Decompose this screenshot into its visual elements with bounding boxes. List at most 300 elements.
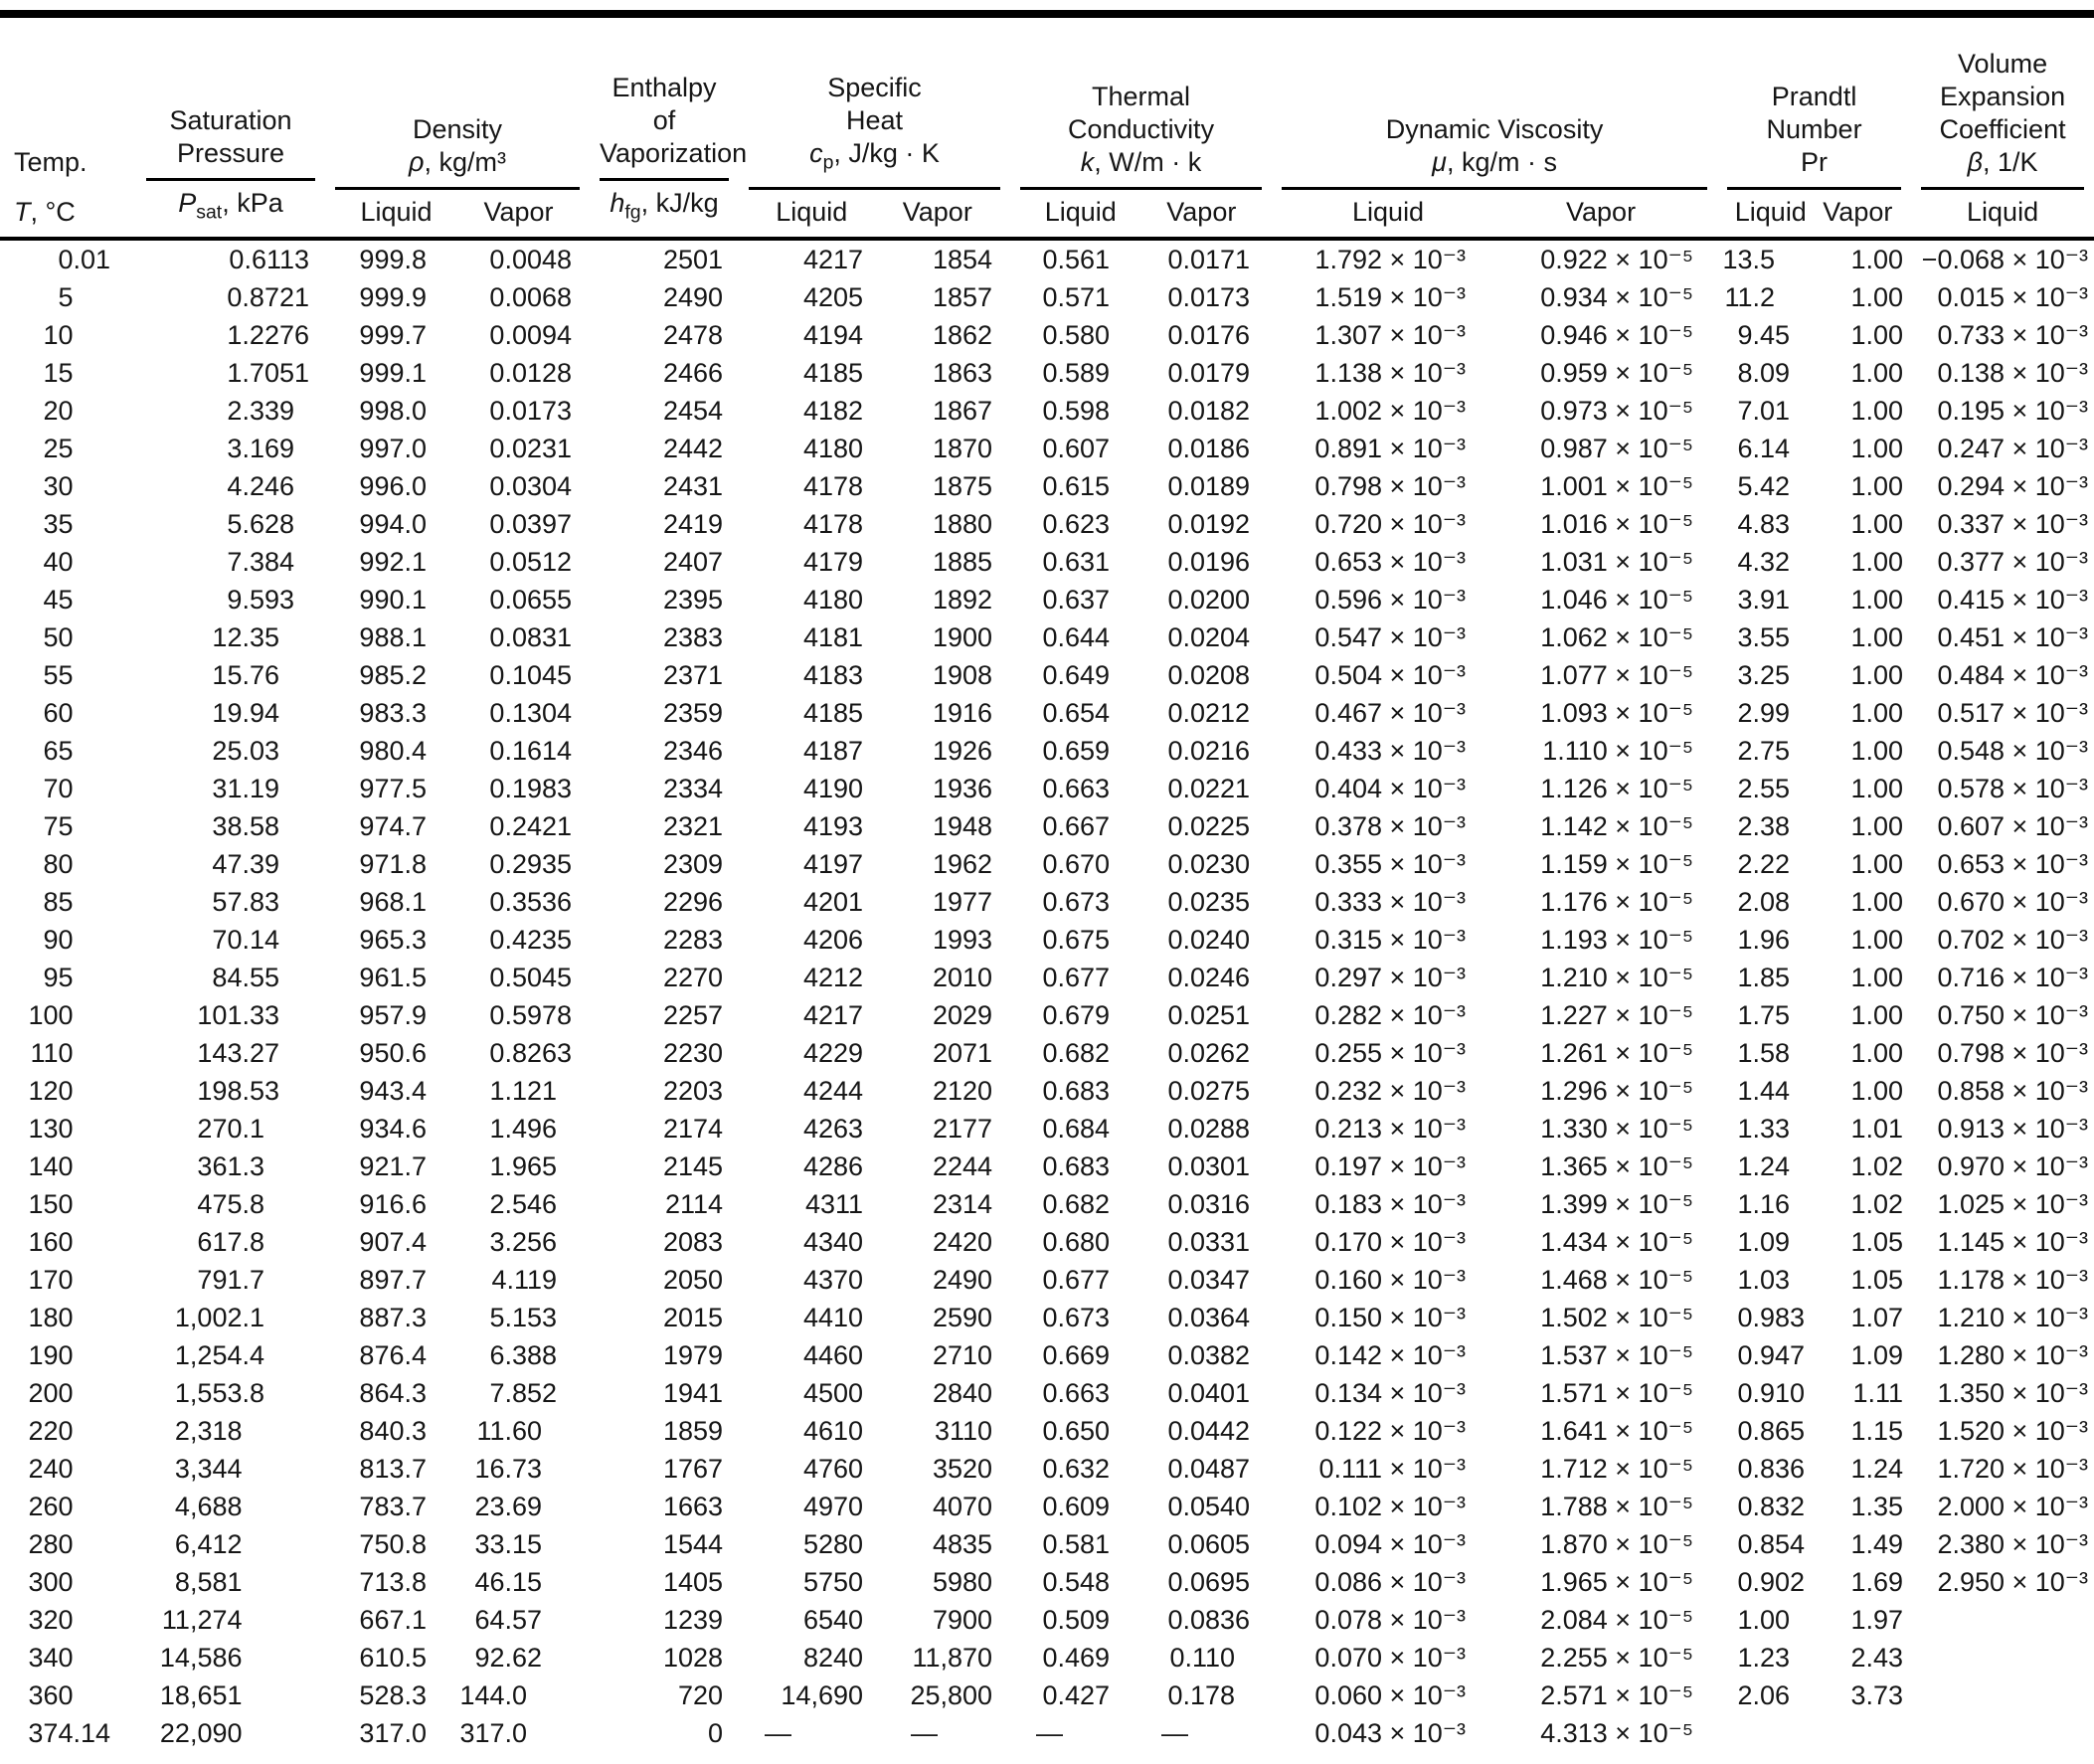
enthalpy-of-vaporization: 2309 [662,849,724,879]
thermal-conductivity-vapor: 0.0540 [1167,1492,1251,1521]
prandtl-vapor: 1.09 [1850,1340,1904,1370]
header-temp-title: Temp. [14,147,87,177]
enthalpy-of-vaporization: 2431 [662,471,724,501]
temp-c: 85 [43,887,74,917]
thermal-conductivity-liquid: 0.607 [1042,434,1111,463]
thermal-conductivity-liquid: 0.682 [1042,1189,1111,1219]
dynamic-viscosity-liquid: 0.404 × 10⁻³ [1314,774,1467,803]
header-underline [1921,187,2084,190]
thermal-conductivity-vapor: 0.0605 [1167,1529,1251,1559]
dynamic-viscosity-vapor: 1.399 × 10⁻⁵ [1540,1189,1694,1219]
temp-c: 45 [43,585,74,615]
dynamic-viscosity-liquid: 0.197 × 10⁻³ [1314,1151,1467,1181]
thermal-conductivity-liquid: 0.680 [1042,1227,1111,1257]
table-row [0,1223,2094,1261]
prandtl-liquid: 3.55 [1737,622,1791,652]
thermal-conductivity-vapor: 0.0196 [1167,547,1251,577]
density-liquid: 713.8 [359,1567,427,1597]
density-vapor: 0.0128 [489,358,573,388]
prandtl-vapor: 1.00 [1850,547,1904,577]
specific-heat-vapor: 2490 [932,1265,993,1295]
dynamic-viscosity-vapor: 1.537 × 10⁻⁵ [1540,1340,1694,1370]
prandtl-vapor: 1.69 [1850,1567,1904,1597]
specific-heat-vapor: 2120 [932,1076,993,1106]
volume-expansion-liquid: 0.195 × 10⁻³ [1937,396,2089,426]
thermal-conductivity-vapor: 0.0216 [1167,736,1251,766]
thermal-conductivity-liquid: 0.669 [1042,1340,1111,1370]
table-row [0,618,2094,656]
dynamic-viscosity-vapor: 0.973 × 10⁻⁵ [1540,396,1694,426]
dynamic-viscosity-vapor: 4.313 × 10⁻⁵ [1540,1718,1694,1748]
prandtl-liquid: 4.83 [1737,509,1791,539]
specific-heat-vapor: 2177 [932,1114,993,1144]
temp-c: 10 [43,320,74,350]
specific-heat-vapor: 1908 [932,660,993,690]
header-density-liquid: Liquid [360,197,433,227]
dynamic-viscosity-liquid: 0.378 × 10⁻³ [1314,811,1467,841]
specific-heat-liquid: 4205 [802,282,864,312]
thermal-conductivity-liquid: 0.427 [1042,1680,1111,1710]
volume-expansion-liquid: 0.294 × 10⁻³ [1937,471,2089,501]
prandtl-vapor: 1.00 [1850,622,1904,652]
thermal-conductivity-vapor: 0.0262 [1167,1038,1251,1068]
dynamic-viscosity-vapor: 1.502 × 10⁻⁵ [1540,1303,1694,1332]
thermal-conductivity-liquid: 0.683 [1042,1151,1111,1181]
volume-expansion-liquid: 0.247 × 10⁻³ [1937,434,2089,463]
temp-c: 65 [43,736,74,766]
header-dynamic-viscosity [1272,18,1717,239]
dynamic-viscosity-liquid: 0.282 × 10⁻³ [1314,1000,1467,1030]
specific-heat-liquid: 4178 [802,471,864,501]
table-row [0,1147,2094,1185]
saturation-pressure-kpa: 12.35 [212,622,279,652]
specific-heat-liquid: 4410 [802,1303,864,1332]
temp-c: 300 [28,1567,74,1597]
density-liquid: 897.7 [359,1265,427,1295]
dynamic-viscosity-vapor: 1.110 × 10⁻⁵ [1542,736,1694,766]
saturation-pressure-kpa: 143.27 [197,1038,279,1068]
volume-expansion-liquid [1911,1639,2094,1676]
enthalpy-of-vaporization: 2454 [662,396,724,426]
density-liquid: 961.5 [359,963,427,992]
thermal-conductivity-liquid: 0.631 [1042,547,1111,577]
thermal-conductivity-liquid: 0.677 [1042,963,1111,992]
density-liquid: 907.4 [359,1227,427,1257]
density-vapor: 92.62 [474,1643,543,1673]
volume-expansion-liquid: 0.750 × 10⁻³ [1937,1000,2089,1030]
dynamic-viscosity-vapor: 1.261 × 10⁻⁵ [1540,1038,1694,1068]
volume-expansion-liquid: 1.350 × 10⁻³ [1937,1378,2089,1408]
density-vapor: 0.1304 [489,698,573,728]
density-vapor: 0.0304 [489,471,573,501]
specific-heat-liquid: 4178 [802,509,864,539]
properties-table [0,18,2094,1752]
header-underline [146,178,315,181]
thermal-conductivity-liquid: 0.675 [1042,925,1111,955]
specific-heat-liquid: 4970 [802,1492,864,1521]
top-rule [0,10,2094,18]
header-density-title: Density ρ, kg/m³ [409,114,506,177]
thermal-conductivity-liquid: 0.670 [1042,849,1111,879]
table-row [0,1412,2094,1450]
dynamic-viscosity-vapor: 1.031 × 10⁻⁵ [1540,547,1694,577]
temp-c: 70 [43,774,74,803]
volume-expansion-liquid: 0.702 × 10⁻³ [1937,925,2089,955]
thermal-conductivity-liquid: 0.673 [1042,1303,1111,1332]
thermal-conductivity-liquid: 0.683 [1042,1076,1111,1106]
dynamic-viscosity-liquid: 0.653 × 10⁻³ [1314,547,1467,577]
table-row [0,1110,2094,1147]
enthalpy-of-vaporization: 2371 [662,660,724,690]
specific-heat-vapor: 2590 [932,1303,993,1332]
prandtl-vapor: 1.00 [1850,1038,1904,1068]
prandtl-vapor [1817,1714,1911,1752]
thermal-conductivity-liquid: 0.654 [1042,698,1111,728]
temp-c: 95 [43,963,74,992]
header-thermal-conductivity-liquid: Liquid [1044,197,1117,227]
specific-heat-vapor: 1862 [932,320,993,350]
specific-heat-vapor: 1854 [932,245,993,274]
enthalpy-of-vaporization: 2321 [662,811,724,841]
density-liquid: 974.7 [359,811,427,841]
enthalpy-of-vaporization: 2466 [662,358,724,388]
header-underline [1020,187,1262,190]
thermal-conductivity-liquid: 0.632 [1042,1454,1111,1484]
temp-c: 130 [28,1114,74,1144]
enthalpy-of-vaporization: 1979 [662,1340,724,1370]
dynamic-viscosity-vapor: 0.922 × 10⁻⁵ [1540,245,1694,274]
density-vapor: 0.1983 [489,774,573,803]
saturation-pressure-kpa: 2.339 [227,396,294,426]
density-vapor: 0.0094 [489,320,573,350]
dynamic-viscosity-vapor: 1.176 × 10⁻⁵ [1540,887,1694,917]
density-vapor: 0.0173 [489,396,573,426]
header-density-vapor: Vapor [483,197,554,227]
table-row [0,543,2094,581]
temp-c: 260 [28,1492,74,1521]
prandtl-liquid: 1.16 [1737,1189,1791,1219]
prandtl-liquid [1717,1714,1817,1752]
prandtl-liquid: 4.32 [1737,547,1791,577]
specific-heat-liquid: 4206 [802,925,864,955]
saturation-pressure-kpa: 70.14 [212,925,279,955]
thermal-conductivity-vapor: 0.0186 [1167,434,1251,463]
table-row [0,1676,2094,1714]
dynamic-viscosity-liquid: 1.138 × 10⁻³ [1314,358,1467,388]
specific-heat-vapor: 25,800 [910,1680,993,1710]
table-row [0,959,2094,996]
saturation-pressure-kpa: 101.33 [197,1000,279,1030]
density-vapor: 0.1045 [489,660,573,690]
dynamic-viscosity-liquid: 1.307 × 10⁻³ [1314,320,1467,350]
prandtl-liquid: 1.00 [1737,1605,1791,1635]
temp-c: 200 [28,1378,74,1408]
specific-heat-liquid: 4197 [802,849,864,879]
header-dynamic-viscosity-title: Dynamic Viscosity μ, kg/m · s [1385,114,1604,177]
specific-heat-liquid: 4182 [802,396,864,426]
prandtl-liquid: 0.854 [1737,1529,1806,1559]
table-row [0,1525,2094,1563]
density-liquid: 968.1 [359,887,427,917]
enthalpy-of-vaporization: 2407 [662,547,724,577]
thermal-conductivity-vapor: 0.0225 [1167,811,1251,841]
dynamic-viscosity-liquid: 0.467 × 10⁻³ [1314,698,1467,728]
specific-heat-vapor: — [911,1718,939,1748]
density-liquid: 983.3 [359,698,427,728]
specific-heat-vapor: 1875 [932,471,993,501]
thermal-conductivity-vapor: 0.0192 [1167,509,1251,539]
thermal-conductivity-vapor: 0.0200 [1167,585,1251,615]
dynamic-viscosity-vapor: 1.296 × 10⁻⁵ [1540,1076,1694,1106]
temp-c: 15 [43,358,74,388]
density-liquid: 985.2 [359,660,427,690]
specific-heat-liquid: 8240 [802,1643,864,1673]
dynamic-viscosity-liquid: 0.547 × 10⁻³ [1314,622,1467,652]
dynamic-viscosity-vapor: 1.046 × 10⁻⁵ [1540,585,1694,615]
prandtl-vapor: 1.97 [1850,1605,1904,1635]
saturation-pressure-kpa: 18,651 [159,1680,243,1710]
saturation-pressure-kpa: 617.8 [197,1227,264,1257]
specific-heat-vapor: 4070 [932,1492,993,1521]
enthalpy-of-vaporization: 2257 [662,1000,724,1030]
enthalpy-of-vaporization: 1405 [662,1567,724,1597]
density-vapor: 46.15 [474,1567,543,1597]
enthalpy-of-vaporization: 2283 [662,925,724,955]
specific-heat-liquid: 4610 [802,1416,864,1446]
thermal-conductivity-vapor: 0.0695 [1167,1567,1251,1597]
specific-heat-liquid: 4187 [802,736,864,766]
temp-c: 374.14 [28,1718,110,1748]
prandtl-vapor: 1.02 [1850,1151,1904,1181]
specific-heat-vapor: 1857 [932,282,993,312]
volume-expansion-liquid: 0.653 × 10⁻³ [1937,849,2089,879]
specific-heat-vapor: 1962 [932,849,993,879]
prandtl-vapor: 1.00 [1850,358,1904,388]
saturation-pressure-kpa: 25.03 [212,736,279,766]
dynamic-viscosity-vapor: 0.959 × 10⁻⁵ [1540,358,1694,388]
thermal-conductivity-liquid: 0.598 [1042,396,1111,426]
saturation-pressure-kpa: 7.384 [227,547,294,577]
specific-heat-liquid: 4244 [802,1076,864,1106]
density-liquid: 997.0 [359,434,427,463]
prandtl-liquid: 0.910 [1737,1378,1806,1408]
prandtl-vapor: 1.00 [1850,1076,1904,1106]
thermal-conductivity-vapor: 0.0182 [1167,396,1251,426]
header-temp-symbol: T, °C [14,197,76,227]
table-row [0,505,2094,543]
thermal-conductivity-liquid: 0.663 [1042,774,1111,803]
density-liquid: 965.3 [359,925,427,955]
specific-heat-vapor: 2010 [932,963,993,992]
enthalpy-of-vaporization: 1239 [662,1605,724,1635]
density-vapor: 23.69 [474,1492,543,1521]
thermal-conductivity-liquid: 0.581 [1042,1529,1111,1559]
temp-c: 55 [43,660,74,690]
specific-heat-liquid: 4181 [802,622,864,652]
saturation-pressure-kpa: 5.628 [227,509,294,539]
dynamic-viscosity-liquid: 0.504 × 10⁻³ [1314,660,1467,690]
table-row [0,467,2094,505]
thermal-conductivity-vapor: — [1161,1718,1189,1748]
table-row [0,656,2094,694]
header-dynamic-viscosity-liquid: Liquid [1352,197,1425,227]
specific-heat-vapor: 2840 [932,1378,993,1408]
prandtl-liquid: 0.832 [1737,1492,1806,1521]
table-row [0,1714,2094,1752]
temp-c: 220 [28,1416,74,1446]
dynamic-viscosity-liquid: 0.232 × 10⁻³ [1314,1076,1467,1106]
specific-heat-liquid: 5750 [802,1567,864,1597]
header-specific-heat [739,18,1010,239]
specific-heat-liquid: 4193 [802,811,864,841]
dynamic-viscosity-liquid: 0.333 × 10⁻³ [1314,887,1467,917]
prandtl-liquid: 1.85 [1737,963,1791,992]
specific-heat-liquid: 4183 [802,660,864,690]
table-row [0,1450,2094,1488]
prandtl-liquid: 1.23 [1737,1643,1791,1673]
enthalpy-of-vaporization: 2442 [662,434,724,463]
specific-heat-liquid: 4180 [802,434,864,463]
specific-heat-vapor: 1863 [932,358,993,388]
thermal-conductivity-liquid: — [1036,1718,1064,1748]
dynamic-viscosity-liquid: 0.170 × 10⁻³ [1314,1227,1467,1257]
prandtl-vapor: 1.24 [1850,1454,1904,1484]
dynamic-viscosity-vapor: 1.330 × 10⁻⁵ [1540,1114,1694,1144]
saturation-pressure-kpa: 1.2276 [227,320,309,350]
header-prandtl-sublabels [1727,196,1901,229]
saturation-pressure-kpa: 31.19 [212,774,279,803]
dynamic-viscosity-vapor: 1.126 × 10⁻⁵ [1540,774,1694,803]
dynamic-viscosity-vapor: 1.093 × 10⁻⁵ [1540,698,1694,728]
thermal-conductivity-vapor: 0.0189 [1167,471,1251,501]
header-specific-heat-title: Specific Heat $c_p$, J/kg · K [809,72,940,173]
thermal-conductivity-vapor: 0.110 [1169,1643,1236,1673]
enthalpy-of-vaporization: 2270 [662,963,724,992]
saturation-pressure-kpa: 2,318 [174,1416,243,1446]
prandtl-vapor: 2.43 [1850,1643,1904,1673]
density-liquid: 999.8 [359,245,427,274]
volume-expansion-liquid: 1.210 × 10⁻³ [1937,1303,2089,1332]
density-liquid: 957.9 [359,1000,427,1030]
dynamic-viscosity-vapor: 1.788 × 10⁻⁵ [1540,1492,1694,1521]
enthalpy-of-vaporization: 2383 [662,622,724,652]
prandtl-vapor: 1.49 [1850,1529,1904,1559]
temp-c: 170 [28,1265,74,1295]
prandtl-liquid: 0.947 [1737,1340,1806,1370]
saturation-pressure-kpa: 84.55 [212,963,279,992]
density-vapor: 3.256 [489,1227,558,1257]
saturation-pressure-kpa: 361.3 [197,1151,264,1181]
specific-heat-liquid: 4286 [802,1151,864,1181]
specific-heat-liquid: 4370 [802,1265,864,1295]
prandtl-vapor: 1.00 [1850,282,1904,312]
volume-expansion-liquid: 0.970 × 10⁻³ [1937,1151,2089,1181]
thermal-conductivity-vapor: 0.0212 [1167,698,1251,728]
enthalpy-of-vaporization: 1028 [662,1643,724,1673]
volume-expansion-liquid: 0.415 × 10⁻³ [1937,585,2089,615]
thermal-conductivity-vapor: 0.0204 [1167,622,1251,652]
header-thermal-conductivity-title: Thermal Conductivity k, W/m · k [1068,82,1215,177]
prandtl-liquid: 1.58 [1737,1038,1791,1068]
header-prandtl-liquid: Liquid [1734,197,1807,227]
prandtl-vapor: 1.15 [1850,1416,1904,1446]
prandtl-vapor: 1.00 [1850,811,1904,841]
density-liquid: 998.0 [359,396,427,426]
saturation-pressure-kpa: 270.1 [197,1114,264,1144]
specific-heat-vapor: 1993 [932,925,993,955]
table-row [0,1185,2094,1223]
temp-c: 80 [43,849,74,879]
density-vapor: 0.0068 [489,282,573,312]
density-liquid: 992.1 [359,547,427,577]
volume-expansion-liquid: 2.950 × 10⁻³ [1937,1567,2089,1597]
prandtl-liquid: 6.14 [1737,434,1791,463]
saturation-pressure-kpa: 3.169 [227,434,294,463]
density-vapor: 5.153 [489,1303,558,1332]
dynamic-viscosity-vapor: 1.641 × 10⁻⁵ [1540,1416,1694,1446]
header-thermal-conductivity-vapor: Vapor [1166,197,1237,227]
prandtl-vapor: 1.00 [1850,736,1904,766]
volume-expansion-liquid [1911,1676,2094,1714]
dynamic-viscosity-vapor: 2.571 × 10⁻⁵ [1540,1680,1694,1710]
thermal-conductivity-vapor: 0.0347 [1167,1265,1251,1295]
saturation-pressure-kpa: 22,090 [159,1718,243,1748]
thermal-conductivity-vapor: 0.178 [1167,1680,1236,1710]
dynamic-viscosity-liquid: 0.094 × 10⁻³ [1314,1529,1467,1559]
header-underline [749,187,1000,190]
specific-heat-vapor: 2071 [932,1038,993,1068]
header-specific-heat-vapor: Vapor [902,197,972,227]
density-vapor: 0.0397 [489,509,573,539]
specific-heat-liquid: 4212 [802,963,864,992]
prandtl-vapor: 1.00 [1850,509,1904,539]
prandtl-liquid: 8.09 [1737,358,1791,388]
density-liquid: 783.7 [359,1492,427,1521]
specific-heat-vapor: 2710 [932,1340,993,1370]
enthalpy-of-vaporization: 1663 [662,1492,724,1521]
volume-expansion-liquid: 0.578 × 10⁻³ [1937,774,2089,803]
volume-expansion-liquid: 0.484 × 10⁻³ [1937,660,2089,690]
thermal-conductivity-liquid: 0.682 [1042,1038,1111,1068]
thermal-conductivity-vapor: 0.0487 [1167,1454,1251,1484]
header-volume-expansion-title: Volume Expansion Coefficient β, 1/K [1939,49,2066,177]
volume-expansion-liquid: 0.377 × 10⁻³ [1937,547,2089,577]
volume-expansion-liquid: 0.451 × 10⁻³ [1937,622,2089,652]
prandtl-vapor: 1.00 [1850,434,1904,463]
table-row [0,921,2094,959]
density-vapor: 0.4235 [489,925,573,955]
specific-heat-vapor: 1880 [932,509,993,539]
enthalpy-of-vaporization: 2296 [662,887,724,917]
specific-heat-vapor: 1926 [932,736,993,766]
prandtl-liquid: 0.836 [1737,1454,1806,1484]
header-underline [335,187,580,190]
thermal-conductivity-vapor: 0.0208 [1167,660,1251,690]
specific-heat-liquid: 4180 [802,585,864,615]
prandtl-vapor: 1.35 [1850,1492,1904,1521]
temp-c: 100 [28,1000,74,1030]
prandtl-liquid: 3.91 [1737,585,1791,615]
table-row [0,316,2094,354]
density-vapor: 33.15 [474,1529,543,1559]
temp-c: 75 [43,811,74,841]
temp-c: 280 [28,1529,74,1559]
header-saturation-pressure [136,18,325,239]
table-row [0,1601,2094,1639]
enthalpy-of-vaporization: 1544 [662,1529,724,1559]
table-row [0,430,2094,467]
density-liquid: 980.4 [359,736,427,766]
